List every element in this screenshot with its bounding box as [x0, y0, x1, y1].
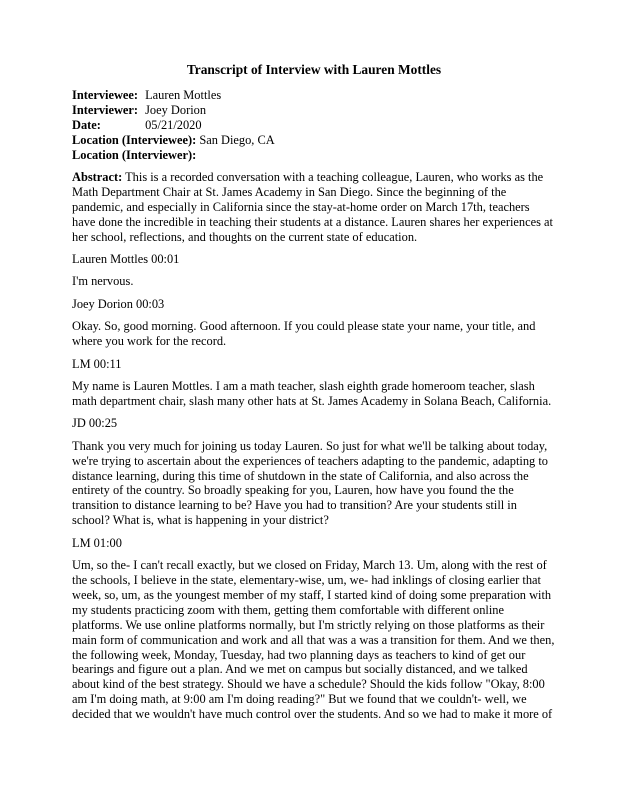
- speaker-timestamp: LM 00:11: [72, 356, 122, 371]
- metadata-label: Location (Interviewer):: [72, 147, 197, 162]
- metadata-value: 05/21/2020: [145, 117, 202, 132]
- metadata-value: Joey Dorion: [145, 102, 207, 117]
- metadata-value: San Diego, CA: [199, 132, 275, 147]
- dialogue-turn: [72, 252, 556, 289]
- speaker-timestamp: JD 00:25: [72, 416, 118, 431]
- metadata-value: Lauren Mottles: [145, 88, 222, 102]
- metadata-block: [72, 88, 556, 163]
- metadata-label: Interviewer:: [72, 102, 139, 117]
- speaker-timestamp: LM 01:00: [72, 535, 122, 550]
- metadata-label: Date:: [72, 117, 101, 132]
- metadata-label: Location (Interviewee):: [72, 132, 197, 147]
- turn-text: My name is Lauren Mottles. I am a math teacher, slash eighth grade homeroom teacher, slash math department chair, slash many other hats at St. James Academy in Solana Beach, California.: [72, 379, 552, 408]
- dialogue-turn: [72, 297, 556, 349]
- turn-text: I'm nervous.: [72, 274, 134, 289]
- dialogue-block: [72, 252, 556, 722]
- turn-text: Um, so the- I can't recall exactly, but we closed on Friday, March 13. Um, along with the rest of the schools, I believe in the state, elementary-wise, um, we- had inklings of closing earlier that week, so, um, as the youngest member of my staff, I started kind of doing some preparation with my students practicing zoom with them, getting them comfortable with different online platforms. We use online platforms normally, but I'm strictly relying on those platforms as their main form of communication and work and all that was a was a transition for them. And we then, the following week, Monday, Tuesday, had two planning days as teachers to kind of get our bearings and figure out a plan. And we met on campus but socially distanced, and we talked about kind of the best strategy. Should we have a schedule? Should the kids follow "Okay, 8:00 am I'm doing math, at 9:00 am I'm doing reading?" But we found that we couldn't- well, we decided that we wouldn't have much control over the students. And so we had to make it more of: [72, 558, 555, 722]
- speaker-timestamp: Joey Dorion 00:03: [72, 296, 165, 311]
- dialogue-turn: [72, 357, 556, 409]
- turn-text: Okay. So, good morning. Good afternoon. If you could please state your name, your title, and where you work for the record.: [72, 319, 536, 349]
- metadata-row: [72, 103, 556, 118]
- document-title: Transcript of Interview with Lauren Mottles: [186, 62, 442, 77]
- turn-text: Thank you very much for joining us today Lauren. So just for what we'll be talking about today, we're trying to ascertain about the experiences of teachers adapting to the pandemic, adapting to distance learning, during this time of shutdown in the state of California, and also across the entirety of the country. So broadly speaking for you, Lauren, how have you found the the transition to distance learning to be? Have you had to transition? Are your students still in school? What is, what is happening in your district?: [72, 438, 548, 528]
- dialogue-turn: [72, 416, 556, 528]
- abstract-text: This is a recorded conversation with a teaching colleague, Lauren, who works as the Math Department Chair at St. James Academy in San Diego. Since the beginning of the pandemic, and especially in California since the stay-at-home order on March 17th, teachers have done the incredible in teaching their students at a distance. Lauren shares her experiences at her school, reflections, and thoughts on the current state of education.: [72, 170, 553, 244]
- abstract-label: Abstract:: [72, 170, 123, 185]
- metadata-row: [72, 148, 556, 163]
- dialogue-turn: [72, 536, 556, 722]
- metadata-row: [72, 88, 556, 103]
- metadata-label: Interviewee:: [72, 88, 139, 102]
- metadata-row: [72, 118, 556, 133]
- abstract-paragraph: [72, 170, 556, 245]
- metadata-row: [72, 133, 556, 148]
- speaker-timestamp: Lauren Mottles 00:01: [72, 252, 180, 267]
